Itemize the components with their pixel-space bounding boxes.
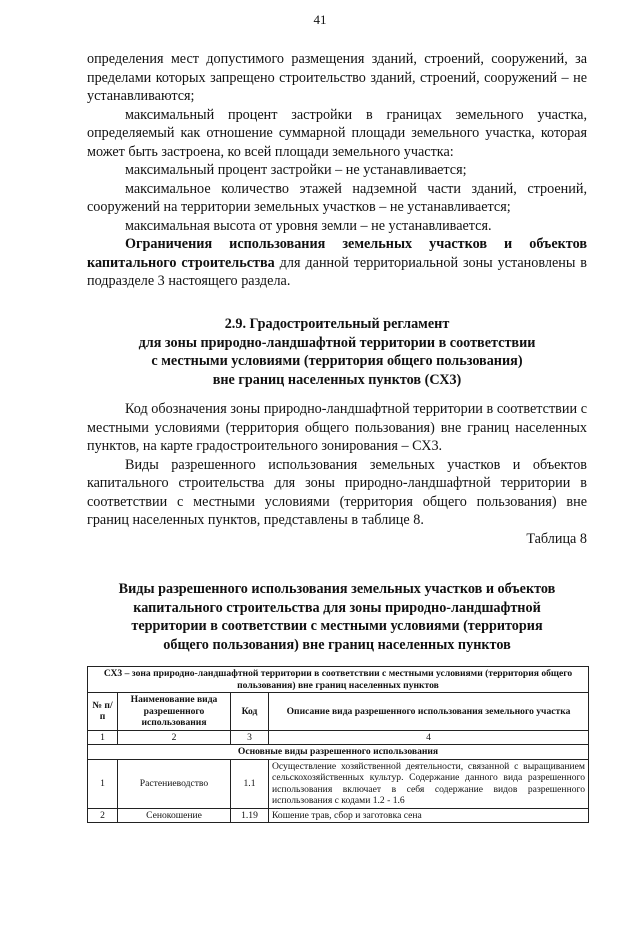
column-header-row xyxy=(88,693,589,731)
group-title: Основные виды разрешенного использования xyxy=(88,745,589,760)
table-caption-line: Виды разрешенного использования земельных участков и объектов xyxy=(118,581,556,597)
page-number: 41 xyxy=(313,12,327,27)
row-code: 1.19 xyxy=(231,808,269,823)
column-header: № п/п xyxy=(88,693,118,731)
zone-text xyxy=(87,400,587,548)
restriction-rest: для данной территориальной зоны установлены в подразделе 3 настоящего раздела. xyxy=(87,254,588,289)
section-title-line: вне границ населенных пунктов (СХ3) xyxy=(212,371,462,388)
row-name: Растениеводство xyxy=(118,759,231,808)
paragraph: определения мест допустимого размещения зданий, строений, сооружений, за пределами которых запрещено строительство зданий, строений, сооружений – не устанавливаются; xyxy=(87,51,587,104)
zone-header-row xyxy=(88,667,589,693)
row-code: 1.1 xyxy=(231,759,269,808)
group-title-row xyxy=(88,745,589,760)
table-caption xyxy=(87,580,587,654)
table-label: Таблица 8 xyxy=(526,530,587,547)
table-caption-line: капитального строительства для зоны природно-ландшафтной xyxy=(133,599,541,616)
column-number: 1 xyxy=(88,730,118,745)
column-number: 4 xyxy=(269,730,589,745)
section-title-line: с местными условиями (территория общего пользования) xyxy=(151,353,523,369)
column-number: 3 xyxy=(231,730,269,745)
row-number: 1 xyxy=(88,759,118,808)
paragraph: максимальное количество этажей надземной части зданий, строений, сооружений на территории земельных участков – не устанавливается; xyxy=(87,180,587,215)
regulation-table xyxy=(87,666,589,823)
paragraph: Код обозначения зоны природно-ландшафтной территории в соответствии с местными условиями (территория общего пользования) вне границ населенных пунктов, на карте градостроительного зонирования – СХ3. xyxy=(87,401,587,454)
paragraph: максимальный процент застройки – не устанавливается; xyxy=(125,162,467,178)
paragraph: максимальный процент застройки в границах земельного участка, определяемый как отношение суммарной площади земельного участка, которая может быть застроена, ко всей площади земельного участка: xyxy=(87,106,587,160)
table-row xyxy=(88,808,589,823)
restriction-paragraph xyxy=(87,235,587,291)
column-header: Наименование вида разрешенного использования xyxy=(118,693,231,731)
row-name: Сенокошение xyxy=(118,808,231,823)
column-number-row xyxy=(88,730,589,745)
column-number: 2 xyxy=(118,730,231,745)
section-title-line: для зоны природно-ландшафтной территории в соответствии xyxy=(138,334,536,351)
intro-text xyxy=(87,50,587,291)
zone-header: СХ3 – зона природно-ландшафтной территории в соответствии с местными условиями (территория общего пользования) вне границ населенных пунктов xyxy=(88,667,589,693)
paragraph: Виды разрешенного использования земельных участков и объектов капитального строительства для зоны природно-ландшафтной территории в соответствии с местными условиями (территория общего пользования) вне границ населенных пунктов, представлены в таблице 8. xyxy=(87,456,587,528)
row-description: Кошение трав, сбор и заготовка сена xyxy=(269,808,589,823)
section-title xyxy=(87,315,587,389)
column-header: Код xyxy=(231,693,269,731)
row-description: Осуществление хозяйственной деятельности, связанной с выращиванием сельскохозяйственных культур. Содержание данного вида разрешенного использования включает в себя содержание видов разрешенного использования с кодами 1.2 - 1.6 xyxy=(269,759,589,808)
section-title-line: 2.9. Градостроительный регламент xyxy=(224,316,450,332)
column-header: Описание вида разрешенного использования земельного участка xyxy=(269,693,589,731)
table-row xyxy=(88,759,589,808)
row-number: 2 xyxy=(88,808,118,823)
paragraph: максимальная высота от уровня земли – не устанавливается. xyxy=(125,217,492,234)
table-caption-line: общего пользования) вне границ населенных пунктов xyxy=(163,636,511,653)
table-caption-line: территории в соответствии с местными условиями (территория xyxy=(131,618,543,634)
restriction-bold: Ограничения использования земельных участков и объектов капитального строительства xyxy=(87,236,587,271)
